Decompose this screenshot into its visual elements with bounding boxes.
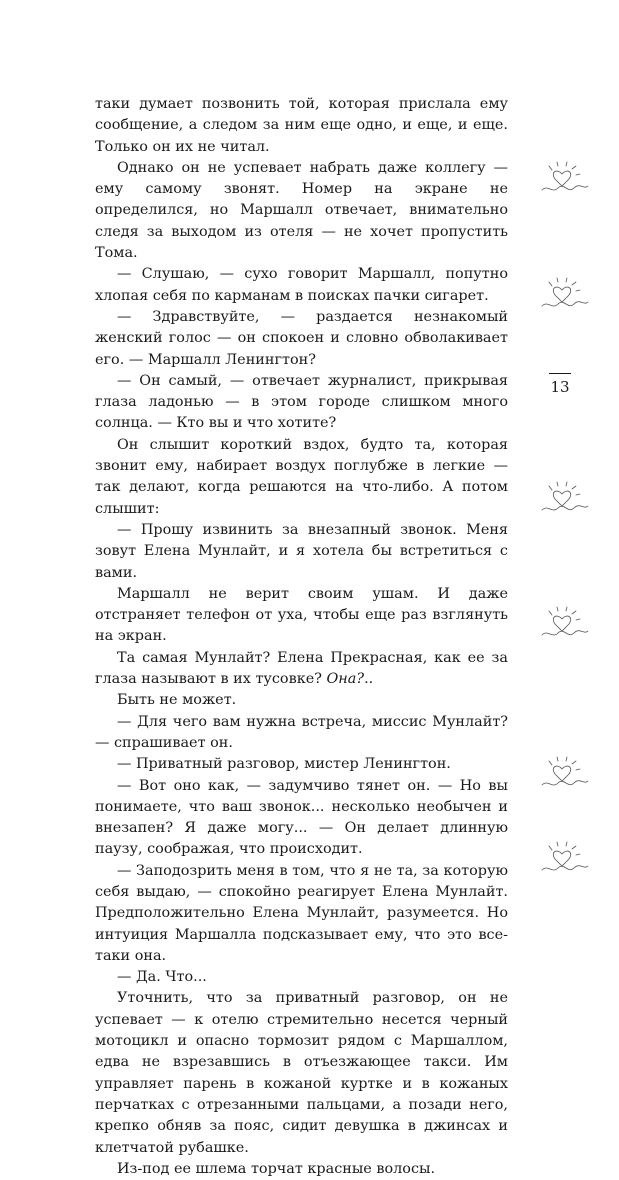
paragraph: — Для чего вам нужна встреча, миссис Мунлайт? — спрашивает он.: [95, 713, 508, 751]
sun-heart-doodle-icon: [540, 480, 590, 524]
paragraph: Уточнить, что за приватный разговор, он не успевает — к отелю стремительно несется черный мотоцикл и опасно тормозит рядом с Маршаллом, едва не взрезавшись в отъезжающее такси. Им управляет парень в кожаной куртке и в кожаных перчатках с отрезанными пальцами, а позади него, крепко обняв за пояс, сидит девушка в джинсах и клетчатой рубашке.: [95, 990, 508, 1156]
italic-text: Она?..: [326, 671, 374, 688]
paragraph: — Вот оно как, — задумчиво тянет он. — Но вы понимаете, что ваш звонок... несколько необычен и внезапен? Я даже могу... — Он делает длинную паузу, соображая, что происходит.: [95, 777, 508, 858]
paragraph: Однако он не успевает набрать даже коллегу — ему самому звонят. Номер на экране не определился, но Маршалл отвечает, внимательно следя за выходом из отеля — не хочет пропустить Тома.: [95, 159, 508, 262]
page-number-rule: [549, 373, 571, 374]
sun-heart-doodle-icon: [540, 755, 590, 799]
paragraph-text: Та самая Мунлайт? Елена Прекрасная, как ее за глаза называют в их тусовке?: [95, 649, 508, 688]
paragraph: Из-под ее шлема торчат красные волосы.: [117, 1160, 436, 1177]
paragraph: — Слушаю, — сухо говорит Маршалл, попутно хлопая себя по карманам в поисках пачки сигарет.: [95, 266, 508, 304]
body-text: [95, 94, 508, 1180]
sun-heart-doodle-icon: [540, 840, 590, 884]
paragraph: таки думает позвонить той, которая прислала ему сообщение, а следом за ним еще одно, и еще, и еще. Только он их не читал.: [95, 96, 508, 155]
sun-heart-doodle-icon: [540, 160, 590, 204]
paragraph: — Здравствуйте, — раздается незнакомый женский голос — он спокоен и словно обволакивает его. — Маршалл Ленингтон?: [95, 308, 508, 368]
paragraph: [95, 648, 508, 691]
paragraph: Маршалл не верит своим ушам. И даже отстраняет телефон от уха, чтобы еще раз взглянуть на экран.: [95, 585, 508, 645]
paragraph: — Он самый, — отвечает журналист, прикрывая глаза ладонью — в этом городе слишком много солнца. — Кто вы и что хотите?: [95, 372, 508, 432]
page-number-text: 13: [550, 378, 570, 396]
paragraph: — Прошу извинить за внезапный звонок. Меня зовут Елена Мунлайт, и я хотела бы встретиться с вами.: [95, 521, 508, 581]
paragraph: Он слышит короткий вздох, будто та, которая звонит ему, набирает воздух поглубже в легкие — так делают, когда решаются на что-либо. А потом слышит:: [95, 436, 508, 517]
sun-heart-doodle-icon: [540, 276, 590, 320]
paragraph: — Да. Что...: [117, 969, 207, 986]
paragraph: — Заподозрить меня в том, что я не та, за которую себя выдаю, — спокойно реагирует Елена Мунлайт. Предположительно Елена Мунлайт, разумеется. Но интуиция Маршалла подсказывает ему, что это все-таки она.: [95, 862, 508, 964]
page-number: [548, 373, 572, 396]
paragraph: — Приватный разговор, мистер Ленингтон.: [117, 756, 451, 773]
paragraph: Быть не может.: [117, 692, 237, 709]
sun-heart-doodle-icon: [540, 605, 590, 649]
